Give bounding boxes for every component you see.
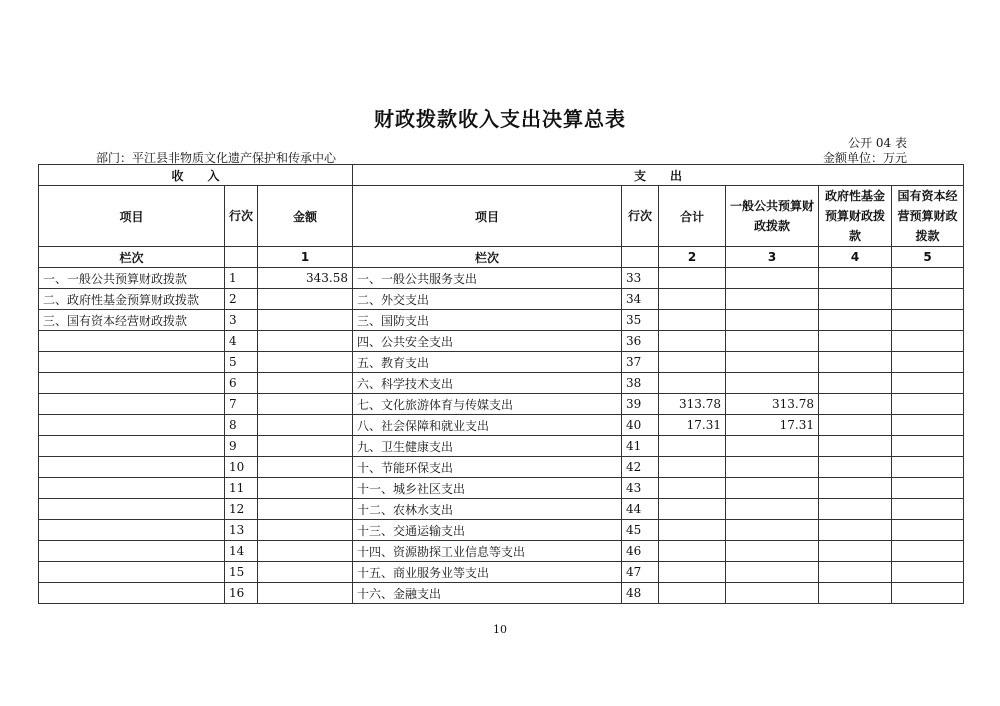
- state-capital-cell: [892, 373, 964, 394]
- income-row-no-cell: 16: [225, 583, 258, 604]
- fund-budget-header: 政府性基金预算财政拨款: [819, 186, 892, 247]
- expense-row-no-cell: 43: [622, 478, 659, 499]
- general-budget-cell: [726, 520, 819, 541]
- col-label-blank: [622, 247, 659, 268]
- income-amount-cell: [258, 394, 353, 415]
- general-budget-cell: [726, 541, 819, 562]
- page-title: 财政拨款收入支出决算总表: [374, 107, 626, 131]
- col-label-left: 栏次: [39, 247, 225, 268]
- table-row: [39, 583, 964, 604]
- income-row-no-cell: 4: [225, 331, 258, 352]
- table-row: [39, 310, 964, 331]
- total-cell: [659, 478, 726, 499]
- general-budget-cell: [726, 289, 819, 310]
- income-amount-cell: [258, 331, 353, 352]
- fund-budget-cell: [819, 394, 892, 415]
- state-capital-cell: [892, 268, 964, 289]
- expense-row-no-header: 行次: [622, 186, 659, 247]
- expense-item-cell: 六、科学技术支出: [353, 373, 622, 394]
- table-row: [39, 268, 964, 289]
- income-amount-cell: [258, 562, 353, 583]
- general-budget-cell: 17.31: [726, 415, 819, 436]
- total-cell: [659, 331, 726, 352]
- state-capital-cell: [892, 583, 964, 604]
- state-capital-cell: [892, 457, 964, 478]
- form-code: 公开 04 表: [848, 136, 907, 150]
- fund-budget-cell: [819, 373, 892, 394]
- table-row: [39, 541, 964, 562]
- income-item-cell: [39, 520, 225, 541]
- total-cell: [659, 541, 726, 562]
- table-row: [39, 289, 964, 310]
- income-row-no-cell: 3: [225, 310, 258, 331]
- state-capital-cell: [892, 562, 964, 583]
- total-cell: 313.78: [659, 394, 726, 415]
- expense-item-cell: 七、文化旅游体育与传媒支出: [353, 394, 622, 415]
- general-budget-cell: [726, 373, 819, 394]
- expense-row-no-cell: 33: [622, 268, 659, 289]
- table-row: [39, 373, 964, 394]
- general-budget-cell: 313.78: [726, 394, 819, 415]
- expense-item-cell: 五、教育支出: [353, 352, 622, 373]
- total-cell: [659, 562, 726, 583]
- income-row-no-cell: 14: [225, 541, 258, 562]
- table-row: [39, 394, 964, 415]
- income-row-no-header: 行次: [225, 186, 258, 247]
- state-capital-cell: [892, 436, 964, 457]
- page-number: 10: [493, 623, 507, 636]
- expense-row-no-cell: 35: [622, 310, 659, 331]
- income-item-cell: 三、国有资本经营财政拨款: [39, 310, 225, 331]
- table-row: [39, 499, 964, 520]
- expense-row-no-cell: 36: [622, 331, 659, 352]
- total-cell: [659, 583, 726, 604]
- income-row-no-cell: 5: [225, 352, 258, 373]
- income-row-no-cell: 1: [225, 268, 258, 289]
- fund-budget-cell: [819, 583, 892, 604]
- expense-row-no-cell: 46: [622, 541, 659, 562]
- col-index-1: 1: [258, 247, 353, 268]
- expense-row-no-cell: 34: [622, 289, 659, 310]
- expense-row-no-cell: 40: [622, 415, 659, 436]
- expense-item-cell: 十二、农林水支出: [353, 499, 622, 520]
- expense-row-no-cell: 45: [622, 520, 659, 541]
- fiscal-table: [38, 164, 964, 604]
- fund-budget-cell: [819, 478, 892, 499]
- income-amount-cell: [258, 541, 353, 562]
- general-budget-cell: [726, 499, 819, 520]
- state-capital-cell: [892, 352, 964, 373]
- state-capital-header: 国有资本经营预算财政拨款: [892, 186, 964, 247]
- state-capital-cell: [892, 394, 964, 415]
- income-amount-cell: [258, 520, 353, 541]
- income-item-cell: [39, 499, 225, 520]
- state-capital-cell: [892, 331, 964, 352]
- fund-budget-cell: [819, 310, 892, 331]
- income-row-no-cell: 2: [225, 289, 258, 310]
- col-label-blank: [225, 247, 258, 268]
- income-header: 收 入: [39, 165, 353, 186]
- expense-row-no-cell: 38: [622, 373, 659, 394]
- col-index-4: 4: [819, 247, 892, 268]
- general-budget-cell: [726, 268, 819, 289]
- table-row: [39, 436, 964, 457]
- income-item-cell: [39, 478, 225, 499]
- state-capital-cell: [892, 499, 964, 520]
- income-item-header: 项目: [39, 186, 225, 247]
- income-amount-cell: 343.58: [258, 268, 353, 289]
- income-amount-cell: [258, 478, 353, 499]
- col-label-right: 栏次: [353, 247, 622, 268]
- total-cell: [659, 268, 726, 289]
- general-budget-cell: [726, 583, 819, 604]
- fund-budget-cell: [819, 457, 892, 478]
- income-item-cell: [39, 373, 225, 394]
- expense-item-cell: 二、外交支出: [353, 289, 622, 310]
- expense-item-cell: 九、卫生健康支出: [353, 436, 622, 457]
- income-row-no-cell: 9: [225, 436, 258, 457]
- fund-budget-cell: [819, 289, 892, 310]
- income-amount-cell: [258, 436, 353, 457]
- expense-item-cell: 十四、资源勘探工业信息等支出: [353, 541, 622, 562]
- income-item-cell: [39, 457, 225, 478]
- income-item-cell: [39, 583, 225, 604]
- income-row-no-cell: 15: [225, 562, 258, 583]
- total-cell: [659, 373, 726, 394]
- general-budget-cell: [726, 562, 819, 583]
- income-amount-cell: [258, 352, 353, 373]
- table-row: [39, 352, 964, 373]
- general-budget-cell: [726, 352, 819, 373]
- expense-header: 支 出: [353, 165, 964, 186]
- expense-row-no-cell: 39: [622, 394, 659, 415]
- income-row-no-cell: 7: [225, 394, 258, 415]
- income-item-cell: [39, 352, 225, 373]
- income-item-cell: [39, 331, 225, 352]
- expense-item-cell: 一、一般公共服务支出: [353, 268, 622, 289]
- table-row: [39, 415, 964, 436]
- expense-row-no-cell: 41: [622, 436, 659, 457]
- fund-budget-cell: [819, 562, 892, 583]
- income-item-cell: [39, 415, 225, 436]
- state-capital-cell: [892, 310, 964, 331]
- general-budget-cell: [726, 310, 819, 331]
- expense-row-no-cell: 48: [622, 583, 659, 604]
- col-index-3: 3: [726, 247, 819, 268]
- income-amount-cell: [258, 415, 353, 436]
- income-amount-cell: [258, 499, 353, 520]
- table-row: [39, 520, 964, 541]
- department-label: 部门：平江县非物质文化遗产保护和传承中心: [96, 151, 337, 165]
- income-item-cell: [39, 562, 225, 583]
- state-capital-cell: [892, 541, 964, 562]
- income-item-cell: 一、一般公共预算财政拨款: [39, 268, 225, 289]
- income-amount-cell: [258, 310, 353, 331]
- fund-budget-cell: [819, 268, 892, 289]
- total-cell: [659, 436, 726, 457]
- income-amount-cell: [258, 289, 353, 310]
- general-budget-cell: [726, 478, 819, 499]
- total-cell: [659, 289, 726, 310]
- col-index-2: 2: [659, 247, 726, 268]
- general-budget-cell: [726, 331, 819, 352]
- income-row-no-cell: 12: [225, 499, 258, 520]
- state-capital-cell: [892, 520, 964, 541]
- expense-item-cell: 十一、城乡社区支出: [353, 478, 622, 499]
- income-amount-cell: [258, 457, 353, 478]
- expense-item-cell: 十六、金融支出: [353, 583, 622, 604]
- total-cell: 17.31: [659, 415, 726, 436]
- fund-budget-cell: [819, 352, 892, 373]
- table-row: [39, 331, 964, 352]
- table-row: [39, 562, 964, 583]
- fund-budget-cell: [819, 541, 892, 562]
- income-row-no-cell: 13: [225, 520, 258, 541]
- expense-item-cell: 十三、交通运输支出: [353, 520, 622, 541]
- total-cell: [659, 352, 726, 373]
- income-row-no-cell: 8: [225, 415, 258, 436]
- amount-header: 金额: [258, 186, 353, 247]
- table-row: [39, 457, 964, 478]
- general-budget-header: 一般公共预算财政拨款: [726, 186, 819, 247]
- income-amount-cell: [258, 583, 353, 604]
- expense-item-cell: 四、公共安全支出: [353, 331, 622, 352]
- expense-item-header: 项目: [353, 186, 622, 247]
- expense-item-cell: 三、国防支出: [353, 310, 622, 331]
- col-index-5: 5: [892, 247, 964, 268]
- general-budget-cell: [726, 457, 819, 478]
- expense-item-cell: 八、社会保障和就业支出: [353, 415, 622, 436]
- income-item-cell: [39, 436, 225, 457]
- fund-budget-cell: [819, 520, 892, 541]
- income-row-no-cell: 11: [225, 478, 258, 499]
- income-item-cell: 二、政府性基金预算财政拨款: [39, 289, 225, 310]
- table-row: [39, 478, 964, 499]
- total-cell: [659, 310, 726, 331]
- total-cell: [659, 520, 726, 541]
- general-budget-cell: [726, 436, 819, 457]
- expense-item-cell: 十、节能环保支出: [353, 457, 622, 478]
- income-item-cell: [39, 394, 225, 415]
- expense-row-no-cell: 37: [622, 352, 659, 373]
- expense-row-no-cell: 42: [622, 457, 659, 478]
- income-row-no-cell: 10: [225, 457, 258, 478]
- expense-row-no-cell: 44: [622, 499, 659, 520]
- expense-item-cell: 十五、商业服务业等支出: [353, 562, 622, 583]
- fund-budget-cell: [819, 415, 892, 436]
- state-capital-cell: [892, 478, 964, 499]
- fund-budget-cell: [819, 499, 892, 520]
- state-capital-cell: [892, 415, 964, 436]
- total-cell: [659, 457, 726, 478]
- unit-label: 金额单位：万元: [822, 151, 907, 165]
- fund-budget-cell: [819, 436, 892, 457]
- income-row-no-cell: 6: [225, 373, 258, 394]
- income-amount-cell: [258, 373, 353, 394]
- total-cell: [659, 499, 726, 520]
- state-capital-cell: [892, 289, 964, 310]
- income-item-cell: [39, 541, 225, 562]
- total-header: 合计: [659, 186, 726, 247]
- expense-row-no-cell: 47: [622, 562, 659, 583]
- fund-budget-cell: [819, 331, 892, 352]
